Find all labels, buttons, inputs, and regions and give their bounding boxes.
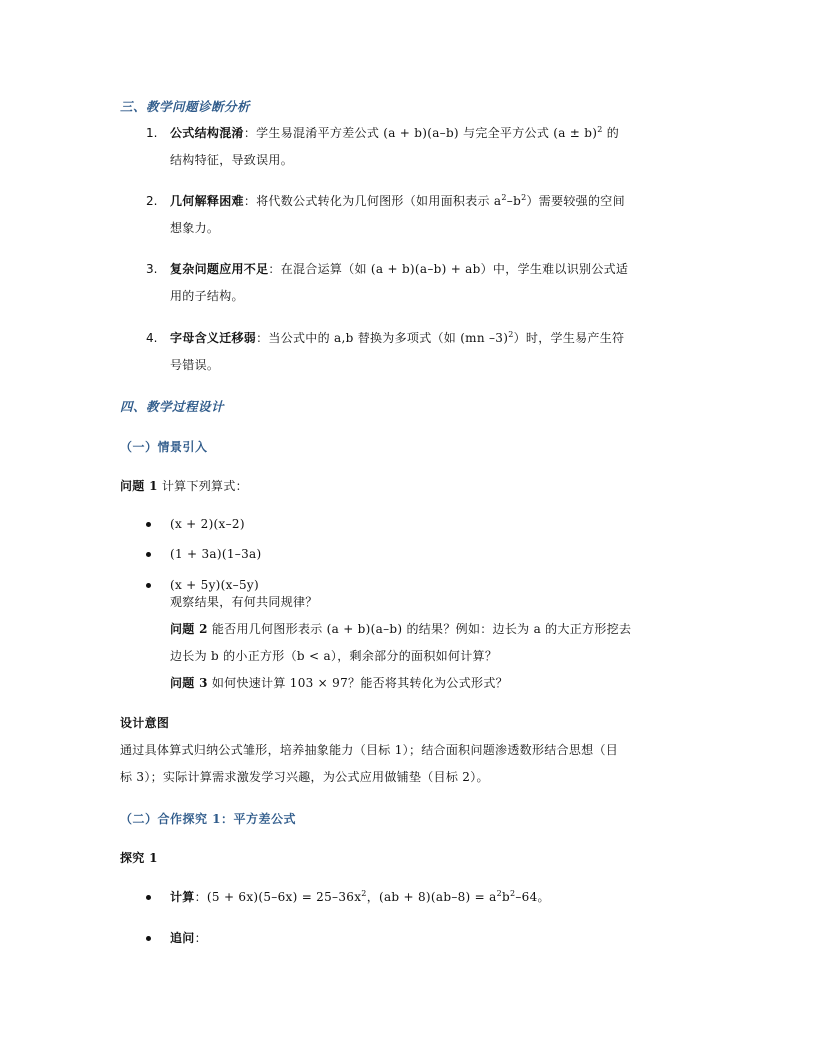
- list-item-title: 几何解释困难: [170, 194, 244, 208]
- question-2-line2: 边长为 b 的小正方形（b < a），剩余部分的面积如何计算？: [170, 649, 498, 663]
- design-intent-line1: 通过具体算式归纳公式雏形，培养抽象能力（目标 1）；结合面积问题渗透数形结合思想（目: [120, 743, 619, 757]
- list-item-text: –b: [506, 194, 522, 208]
- follow-up-label: 追问: [170, 931, 195, 945]
- calc-text: ：(5 + 6x)(5–6x) = 25–36x: [194, 890, 362, 904]
- list-item-1-line1: [170, 125, 619, 141]
- calc-text: ，(ab + 8)(ab–8) = a: [366, 890, 497, 904]
- calc-item: [170, 889, 550, 905]
- bullet-icon: [146, 552, 151, 557]
- bullet-item-3: (x + 5y)(x–5y): [170, 578, 259, 592]
- list-item-text: 的: [602, 126, 620, 140]
- bullet-icon: [146, 936, 151, 941]
- design-intent-line2: 标 3）；实际计算需求激发学习兴趣，为公式应用做铺垫（目标 2）。: [120, 770, 489, 784]
- question-text: 能否用几何图形表示 (a + b)(a–b) 的结果？例如：边长为 a 的大正方形挖去: [207, 622, 632, 636]
- bullet-item-1: (x + 2)(x–2): [170, 517, 245, 531]
- list-number-3: 3.: [146, 262, 158, 276]
- subsection-heading-explore: （二）合作探究 1：平方差公式: [120, 812, 297, 826]
- list-item-title: 复杂问题应用不足: [170, 262, 269, 276]
- list-item-3-line2: 用的子结构。: [170, 289, 244, 303]
- question-1: [120, 478, 248, 494]
- question-label: 问题 2: [170, 622, 208, 636]
- superscript: 2: [496, 889, 502, 898]
- list-item-text: ：在混合运算（如 (a + b)(a–b) + ab）中，学生难以识别公式适: [268, 262, 629, 276]
- question-2-line1: [170, 621, 631, 637]
- list-item-1-line2: 结构特征，导致误用。: [170, 153, 294, 167]
- list-number-1: 1.: [146, 126, 158, 140]
- superscript: 2: [501, 193, 507, 202]
- list-item-4-line2: 号错误。: [170, 358, 220, 372]
- follow-up-colon: ：: [194, 931, 207, 945]
- superscript: 2: [521, 193, 527, 202]
- list-item-text: ：学生易混淆平方差公式 (a + b)(a–b) 与完全平方公式 (a ± b): [243, 126, 598, 140]
- calc-text: –64。: [515, 890, 550, 904]
- bullet-icon: [146, 583, 151, 588]
- question-text: 如何快速计算 103 × 97？能否将其转化为公式形式？: [207, 676, 508, 690]
- list-item-text: ）时，学生易产生符: [513, 331, 625, 345]
- bullet-icon: [146, 895, 151, 900]
- observe-question: 观察结果，有何共同规律？: [170, 595, 318, 609]
- list-number-4: 4.: [146, 331, 158, 345]
- list-item-3-line1: [170, 261, 628, 277]
- question-label: 问题 3: [170, 676, 208, 690]
- follow-up-item: [170, 930, 207, 946]
- list-item-title: 字母含义迁移弱: [170, 331, 257, 345]
- design-intent-heading: 设计意图: [120, 716, 170, 730]
- list-item-title: 公式结构混淆: [170, 126, 244, 140]
- question-text: 计算下列算式：: [157, 479, 248, 493]
- section-heading-diagnosis: 三、教学问题诊断分析: [120, 99, 251, 114]
- list-item-2-line2: 想象力。: [170, 221, 220, 235]
- superscript: 2: [509, 889, 516, 898]
- question-label: 问题 1: [120, 479, 158, 493]
- explore-1-label: 探究 1: [120, 851, 158, 865]
- list-item-2-line1: [170, 193, 625, 209]
- superscript: 2: [508, 330, 514, 339]
- list-item-4-line1: [170, 330, 624, 346]
- question-3: [170, 675, 508, 691]
- calc-label: 计算: [170, 890, 195, 904]
- list-item-text: ：当公式中的 a,b 替换为多项式（如 (mn –3): [256, 331, 509, 345]
- section-heading-process: 四、教学过程设计: [120, 399, 225, 414]
- subsection-heading-intro: （一）情景引入: [120, 440, 208, 454]
- list-number-2: 2.: [146, 194, 158, 208]
- superscript: 2: [361, 889, 367, 898]
- calc-text: b: [501, 890, 510, 904]
- bullet-item-2: (1 + 3a)(1–3a): [170, 547, 262, 561]
- bullet-icon: [146, 522, 151, 527]
- list-item-text: ）需要较强的空间: [526, 194, 625, 208]
- list-item-text: ：将代数公式转化为几何图形（如用面积表示 a: [243, 194, 502, 208]
- superscript: 2: [597, 125, 603, 134]
